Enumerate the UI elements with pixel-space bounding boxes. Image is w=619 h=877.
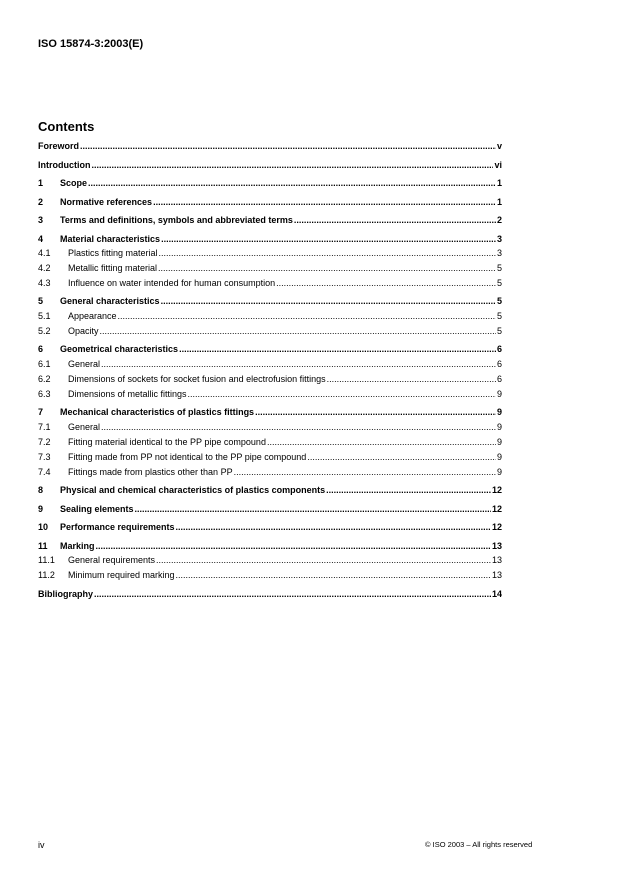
toc-leader-dots — [135, 504, 491, 514]
toc-entry-number: 3 — [38, 215, 44, 225]
toc-leader-dots — [100, 326, 496, 336]
toc-entry-title: Normative references — [60, 196, 153, 207]
toc-entry[interactable] — [38, 452, 502, 462]
toc-leader-dots — [179, 344, 496, 354]
toc-entry[interactable] — [38, 389, 502, 399]
page-number: iv — [38, 840, 45, 850]
toc-entry-number: 4 — [38, 233, 44, 244]
toc-entry-page: 6 — [496, 359, 502, 370]
toc-entry-number: 4.1 — [38, 248, 51, 259]
toc-leader-dots — [156, 555, 491, 565]
toc-entry-page: 6 — [496, 374, 502, 385]
toc-entry[interactable] — [38, 197, 502, 207]
toc-entry[interactable] — [38, 278, 502, 288]
toc-entry-title: Geometrical characteristics — [60, 344, 179, 355]
toc-entry-number: 11.1 — [38, 555, 55, 566]
toc-entry-title: General — [68, 422, 101, 433]
toc-entry[interactable] — [38, 422, 502, 432]
toc-entry-title: Introduction — [38, 159, 91, 170]
toc-entry-page: 9 — [496, 388, 502, 399]
toc-entry-page: 9 — [496, 466, 502, 477]
toc-entry-page: 5 — [496, 296, 502, 307]
toc-entry-page: vi — [494, 159, 502, 170]
toc-entry-title: General requirements — [68, 555, 156, 566]
toc-entry-title: Influence on water intended for human consumption — [68, 277, 276, 288]
toc-entry-number: 11 — [38, 540, 48, 551]
toc-entry-title: Fitting material identical to the PP pipe compound — [68, 436, 266, 447]
toc-entry-title: Opacity — [68, 325, 99, 336]
toc-entry[interactable] — [38, 589, 502, 599]
toc-entry-page: 2 — [496, 215, 502, 225]
toc-entry-title: Scope — [60, 178, 88, 188]
toc-leader-dots — [80, 141, 496, 151]
toc-entry-title: Mechanical characteristics of plastics fittings — [60, 407, 255, 418]
toc-entry-page: 13 — [491, 555, 502, 566]
toc-entry-number: 11.2 — [38, 570, 55, 581]
toc-entry-page: 13 — [491, 570, 502, 581]
toc-entry-number: 6.3 — [38, 388, 51, 399]
toc-entry[interactable] — [38, 467, 502, 477]
toc-entry[interactable] — [38, 344, 502, 354]
toc-entry[interactable] — [38, 141, 502, 151]
toc-entry-page: 9 — [496, 407, 502, 418]
toc-entry-title: General characteristics — [60, 296, 160, 307]
toc-leader-dots — [276, 278, 496, 288]
toc-leader-dots — [158, 263, 496, 273]
toc-entry-page: 1 — [496, 178, 502, 188]
toc-entry-page: 5 — [496, 263, 502, 274]
toc-entry-page: 9 — [496, 436, 502, 447]
toc-leader-dots — [234, 467, 496, 477]
toc-entry[interactable] — [38, 522, 502, 532]
toc-entry-page: 13 — [491, 540, 502, 551]
toc-leader-dots — [101, 422, 496, 432]
toc-entry-number: 7.4 — [38, 466, 51, 477]
toc-entry-title: Dimensions of metallic fittings — [68, 388, 187, 399]
toc-entry-number: 6 — [38, 344, 44, 355]
toc-entry-page: 9 — [496, 422, 502, 433]
toc-leader-dots — [94, 589, 491, 599]
toc-entry-number: 9 — [38, 503, 44, 514]
document-id-header: ISO 15874-3:2003(E) — [38, 38, 144, 50]
toc-entry-number: 5 — [38, 296, 44, 307]
toc-entry-number: 5.1 — [38, 311, 51, 322]
toc-entry[interactable] — [38, 570, 502, 580]
toc-entry[interactable] — [38, 160, 502, 170]
toc-entry[interactable] — [38, 248, 502, 258]
toc-leader-dots — [294, 215, 496, 225]
toc-entry-number: 7 — [38, 407, 44, 418]
toc-leader-dots — [118, 311, 496, 321]
toc-entry[interactable] — [38, 178, 502, 188]
toc-entry-page: 14 — [491, 588, 502, 599]
toc-leader-dots — [307, 452, 496, 462]
toc-entry-number: 6.2 — [38, 374, 51, 385]
toc-entry-page: 5 — [496, 325, 502, 336]
toc-entry-title: General — [68, 359, 101, 370]
toc-entry-page: 12 — [491, 485, 502, 496]
toc-entry-page: 12 — [491, 522, 502, 533]
toc-entry-number: 4.2 — [38, 263, 51, 274]
table-of-contents — [38, 141, 502, 599]
toc-leader-dots — [161, 234, 496, 244]
toc-entry[interactable] — [38, 234, 502, 244]
toc-entry[interactable] — [38, 541, 502, 551]
toc-entry[interactable] — [38, 555, 502, 565]
toc-entry-title: Terms and definitions, symbols and abbreviated terms — [60, 215, 293, 225]
toc-entry[interactable] — [38, 485, 502, 495]
toc-entry-title: Fitting made from PP not identical to the PP pipe compound — [68, 451, 307, 462]
toc-entry-page: 9 — [496, 451, 502, 462]
toc-leader-dots — [188, 389, 496, 399]
toc-entry-page: 5 — [496, 277, 502, 288]
toc-entry[interactable] — [38, 407, 502, 417]
toc-leader-dots — [161, 296, 496, 306]
toc-entry[interactable] — [38, 215, 502, 225]
toc-entry-title: Plastics fitting material — [68, 248, 158, 259]
toc-entry-page: 3 — [496, 248, 502, 259]
toc-leader-dots — [176, 522, 491, 532]
toc-leader-dots — [176, 570, 491, 580]
toc-leader-dots — [88, 178, 496, 188]
toc-leader-dots — [255, 407, 496, 417]
toc-leader-dots — [326, 485, 491, 495]
toc-entry-title: Physical and chemical characteristics of plastics components — [60, 485, 326, 496]
contents-title: Contents — [38, 119, 95, 134]
toc-entry-page: 3 — [496, 233, 502, 244]
toc-entry-title: Performance requirements — [60, 522, 175, 533]
toc-entry-page: 5 — [496, 311, 502, 322]
copyright-notice: © ISO 2003 – All rights reserved — [425, 840, 533, 849]
toc-leader-dots — [92, 160, 494, 170]
toc-entry[interactable] — [38, 263, 502, 273]
toc-entry-page: v — [496, 141, 502, 151]
toc-entry-number: 7.1 — [38, 422, 51, 433]
toc-entry-title: Fittings made from plastics other than PP — [68, 466, 233, 477]
toc-leader-dots — [101, 359, 496, 369]
toc-entry-number: 5.2 — [38, 325, 51, 336]
toc-leader-dots — [267, 437, 496, 447]
toc-entry-title: Minimum required marking — [68, 570, 175, 581]
toc-leader-dots — [327, 374, 496, 384]
toc-entry-title: Marking — [60, 540, 95, 551]
toc-entry-page: 12 — [491, 503, 502, 514]
toc-entry-title: Sealing elements — [60, 503, 134, 514]
toc-entry-title: Bibliography — [38, 588, 94, 599]
toc-entry-number: 8 — [38, 485, 44, 496]
toc-entry-number: 4.3 — [38, 277, 51, 288]
toc-entry-title: Metallic fitting material — [68, 263, 158, 274]
toc-entry[interactable] — [38, 311, 502, 321]
toc-leader-dots — [153, 197, 496, 207]
toc-entry-title: Material characteristics — [60, 233, 161, 244]
toc-entry[interactable] — [38, 437, 502, 447]
toc-entry-number: 7.3 — [38, 451, 51, 462]
toc-entry[interactable] — [38, 374, 502, 384]
toc-entry[interactable] — [38, 504, 502, 514]
toc-entry-page: 6 — [496, 344, 502, 355]
toc-leader-dots — [96, 541, 491, 551]
toc-entry-number: 7.2 — [38, 436, 51, 447]
toc-entry-number: 10 — [38, 522, 49, 533]
toc-entry[interactable] — [38, 296, 502, 306]
toc-entry-page: 1 — [496, 196, 502, 207]
toc-entry-title: Foreword — [38, 141, 80, 151]
toc-leader-dots — [159, 248, 496, 258]
toc-entry-number: 6.1 — [38, 359, 51, 370]
toc-entry-title: Appearance — [68, 311, 117, 322]
toc-entry[interactable] — [38, 359, 502, 369]
toc-entry[interactable] — [38, 326, 502, 336]
toc-entry-number: 2 — [38, 196, 44, 207]
toc-entry-number: 1 — [38, 178, 44, 188]
toc-entry-title: Dimensions of sockets for socket fusion and electrofusion fittings — [68, 374, 326, 385]
